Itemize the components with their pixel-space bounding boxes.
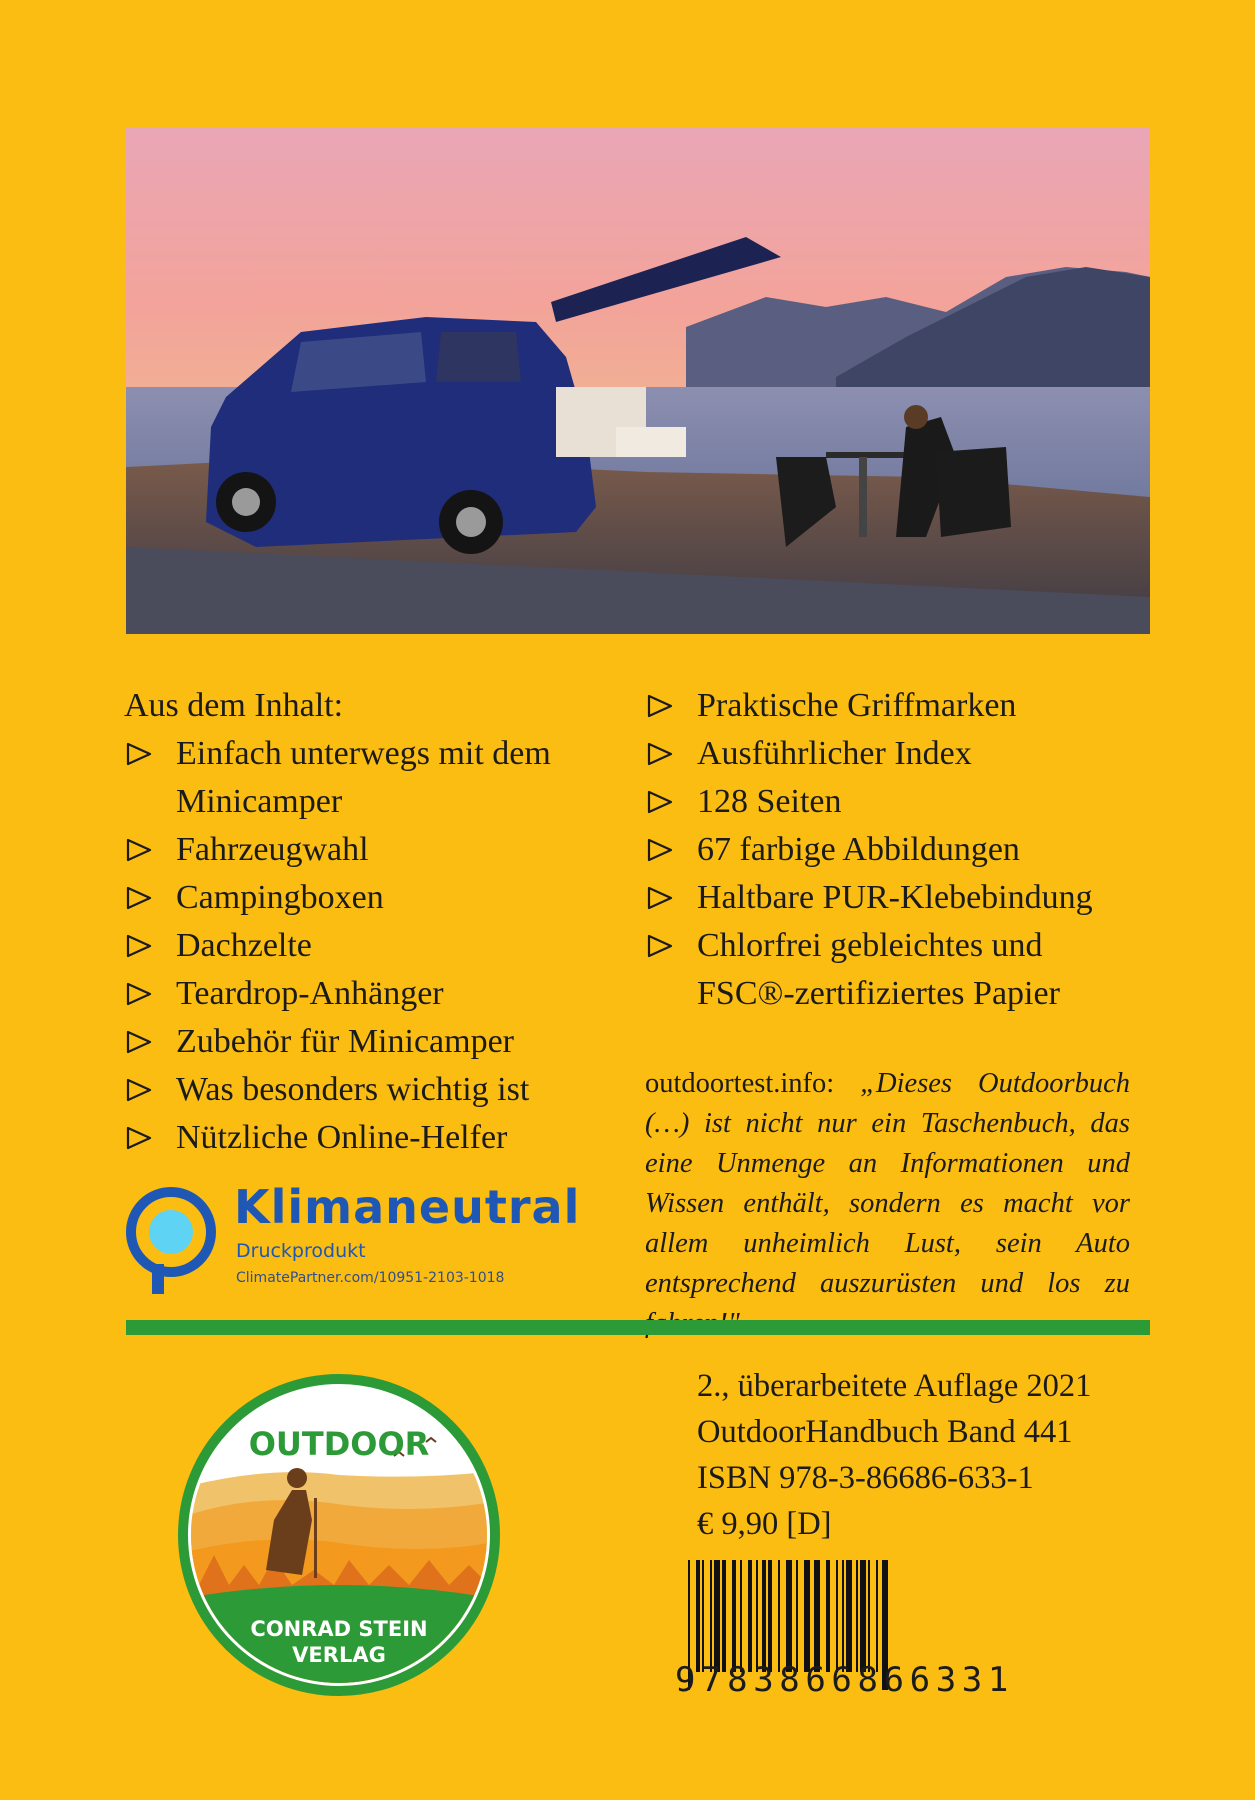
contents-item (124, 970, 644, 1018)
triangle-bullet-icon (647, 838, 673, 862)
triangle-bullet-icon (126, 982, 152, 1006)
contents-item-label: Einfach unterwegs mit dem Minicamper (176, 735, 551, 820)
contents-item-label: Ausführlicher Index (697, 735, 972, 772)
contents-left-column (124, 682, 644, 1162)
outdoor-hiker-logo (174, 1370, 504, 1700)
contents-item-label: Zubehör für Minicamper (176, 1023, 514, 1060)
series-line: OutdoorHandbuch Band 441 (697, 1414, 1073, 1450)
triangle-bullet-icon (647, 694, 673, 718)
barcode-bar (860, 1560, 866, 1672)
barcode-bar (836, 1560, 838, 1672)
contents-item-label: Praktische Griffmarken (697, 687, 1017, 724)
contents-item (645, 682, 1135, 730)
edition-line: 2., überarbeitete Auflage 2021 (697, 1368, 1092, 1404)
barcode-bar (696, 1560, 700, 1672)
triangle-bullet-icon (126, 1030, 152, 1054)
publication-info (697, 1363, 1091, 1547)
barcode-bar (826, 1560, 830, 1672)
barcode-bar (786, 1560, 792, 1672)
triangle-bullet-icon (647, 886, 673, 910)
barcode-bar (842, 1560, 844, 1672)
isbn-line: ISBN 978-3-86686-633-1 (697, 1460, 1034, 1496)
contents-list-right (645, 682, 1135, 1018)
triangle-bullet-icon (126, 1078, 152, 1102)
barcode-bar (876, 1560, 878, 1672)
contents-item (124, 1018, 644, 1066)
barcode-bar (856, 1560, 858, 1672)
contents-item-label: Campingboxen (176, 879, 384, 916)
price-line: € 9,90 [D] (697, 1506, 832, 1542)
triangle-bullet-icon (647, 742, 673, 766)
contents-item (124, 730, 644, 826)
barcode-bar (846, 1560, 852, 1672)
contents-heading: Aus dem Inhalt: (124, 687, 344, 724)
triangle-bullet-icon (647, 790, 673, 814)
climate-url: ClimatePartner.com/10951-2103-1018 (236, 1270, 505, 1286)
barcode-bar (796, 1560, 798, 1672)
barcode-bar (732, 1560, 736, 1672)
review-quote (645, 1064, 1130, 1344)
contents-item-label: Dachzelte (176, 927, 312, 964)
barcode-bar (702, 1560, 704, 1672)
triangle-bullet-icon (647, 934, 673, 958)
barcode-bar (710, 1560, 712, 1672)
barcode-bar (868, 1560, 870, 1672)
badge-bottom-line1: CONRAD STEIN (250, 1617, 428, 1641)
contents-item-label: Teardrop-Anhänger (176, 975, 444, 1012)
barcode-bar (778, 1560, 780, 1672)
climate-title: Klimaneutral (234, 1180, 581, 1234)
barcode-bar (748, 1560, 752, 1672)
barcode-bar (756, 1560, 758, 1672)
quote-text: „Dieses Outdoorbuch (…) ist nicht nur ein Taschenbuch, das eine Unmenge an Informationen und Wissen enthält, sondern es macht vor allem unheimlich Lust, sein Auto entsprechend auszurüsten und los zu (645, 1068, 1130, 1299)
contents-right-column (645, 682, 1135, 1018)
cover-photo (126, 127, 1150, 634)
contents-item (124, 874, 644, 922)
divider-rule (126, 1320, 1150, 1335)
barcode-bar (768, 1560, 772, 1672)
contents-item (645, 826, 1135, 874)
contents-item-label: Haltbare PUR-Klebebindung (697, 879, 1093, 916)
contents-list-left (124, 730, 644, 1162)
triangle-bullet-icon (126, 838, 152, 862)
triangle-bullet-icon (126, 742, 152, 766)
contents-item (645, 778, 1135, 826)
quote-source: outdoortest.info: (645, 1068, 835, 1099)
barcode-bar (722, 1560, 726, 1672)
contents-item (645, 922, 1135, 1018)
camper-van-sunset-photo (126, 127, 1150, 634)
badge-bottom-line2: VERLAG (292, 1643, 386, 1667)
barcode-digits: 9783866866331 (675, 1660, 1014, 1700)
contents-item (124, 922, 644, 970)
contents-item (124, 826, 644, 874)
contents-item-label: 128 Seiten (697, 783, 842, 820)
triangle-bullet-icon (126, 934, 152, 958)
contents-item (645, 730, 1135, 778)
contents-item (124, 1066, 644, 1114)
contents-item (124, 1114, 644, 1162)
triangle-bullet-icon (126, 1126, 152, 1150)
climate-subtitle: Druckprodukt (236, 1240, 366, 1262)
contents-item-label: Fahrzeugwahl (176, 831, 369, 868)
contents-item-label: 67 farbige Abbildungen (697, 831, 1020, 868)
barcode-bar (740, 1560, 742, 1672)
triangle-bullet-icon (126, 886, 152, 910)
contents-item (645, 874, 1135, 922)
barcode-bar (714, 1560, 720, 1672)
contents-item-label: Was besonders wichtig ist (176, 1071, 530, 1108)
contents-item-label: Chlorfrei gebleichtes und FSC®-zertifiziertes Papier (697, 927, 1060, 1012)
contents-item-label: Nützliche Online-Helfer (176, 1119, 508, 1156)
publisher-badge (174, 1370, 504, 1700)
barcode-bar (762, 1560, 766, 1672)
barcode-bar (814, 1560, 820, 1672)
climate-partner-icon (124, 1184, 224, 1294)
badge-top-text: OUTDOOR (248, 1425, 430, 1463)
climate-neutral-logo (124, 1180, 624, 1294)
barcode-bar (804, 1560, 810, 1672)
